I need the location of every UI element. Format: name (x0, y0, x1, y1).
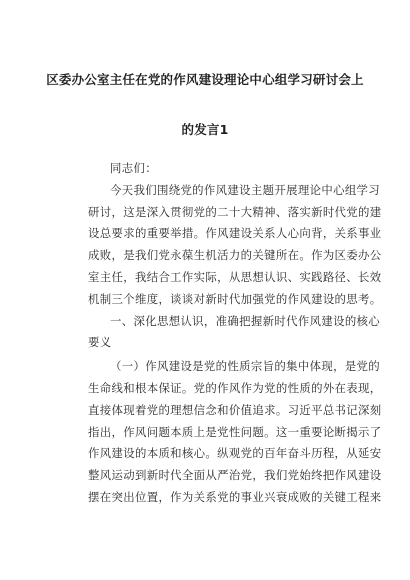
paragraph-line: 指出，作风问题本质上是党性问题。这一重要论断揭示了 (88, 424, 382, 439)
paragraph-line: 机制三个维度，谈谈对新时代加强党的作风建设的思考。 (88, 291, 382, 306)
paragraph-line: （一）作风建设是党的性质宗旨的集中体现，是党的 (110, 359, 381, 374)
paragraph-line: 直接体现着党的理想信念和价值追求。习近平总书记深刻 (88, 402, 382, 417)
paragraph-line: 整风运动到新时代全面从严治党，我们党始终把作风建设 (88, 468, 382, 483)
paragraph-line: 研讨，这是深入贯彻党的二十大精神、落实新时代党的建 (88, 204, 382, 219)
paragraph-line: 成败，是我们党永葆生机活力的关键所在。作为区委办公 (88, 248, 382, 263)
paragraph-line: 生命线和根本保证。党的作风作为党的性质的外在表现， (88, 380, 382, 395)
paragraph-line: 室主任，我结合工作实际，从思想认识、实践路径、长效 (88, 269, 382, 284)
document-title-line-2: 的发言1 (181, 122, 229, 137)
salutation: 同志们： (110, 161, 157, 175)
paragraph-line: 今天我们围绕党的作风建设主题开展理论中心组学习 (110, 182, 381, 197)
document-title-line-1: 区委办公室主任在党的作风建设理论中心组学习研讨会上 (46, 72, 364, 87)
section-heading-line: 一、深化思想认识，准确把握新时代作风建设的核心 (110, 313, 381, 328)
paragraph-line: 摆在突出位置，作为关系党的事业兴衰成败的关键工程来 (88, 489, 382, 504)
paragraph-line: 作风建设的本质和核心。纵观党的百年奋斗历程，从延安 (88, 446, 382, 461)
section-heading-line: 要义 (88, 335, 112, 350)
paragraph-line: 设总要求的重要举措。作风建设关系人心向背，关系事业 (88, 226, 382, 241)
document-body (88, 158, 382, 509)
